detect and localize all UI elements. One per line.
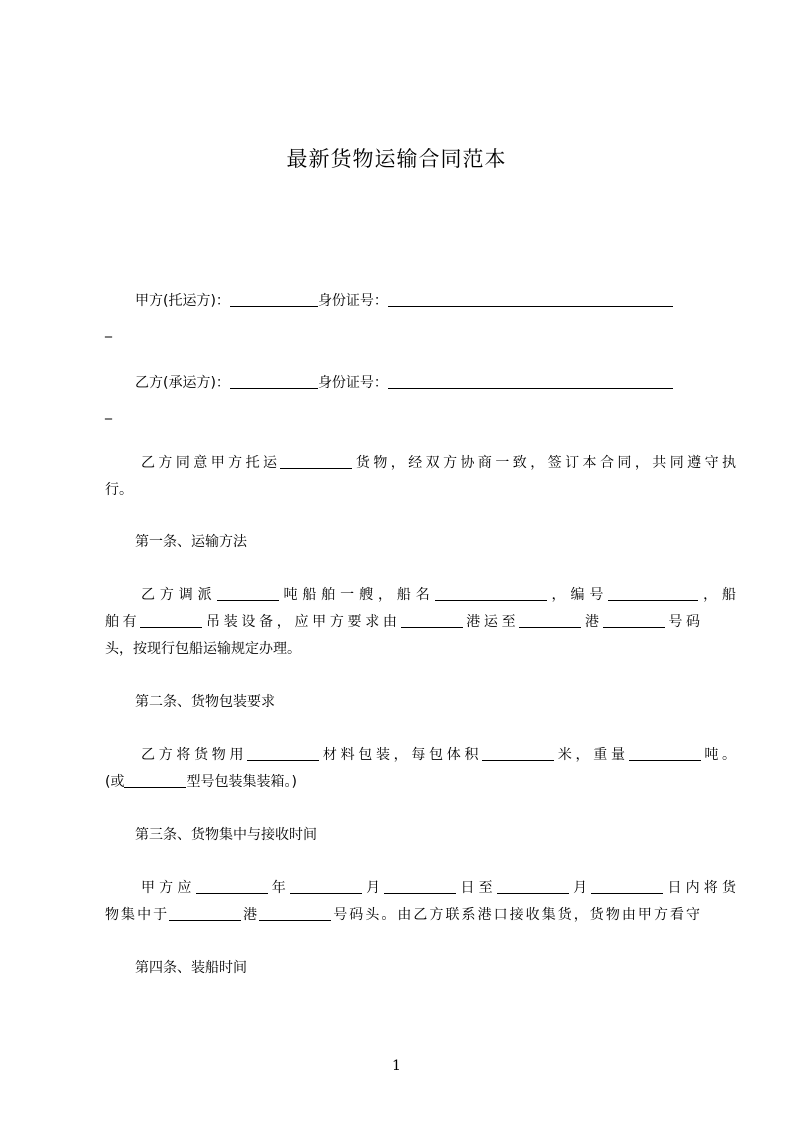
article3-text-1c: 月 [361, 880, 385, 896]
lifting-equipment-blank [140, 613, 202, 628]
intro-text-2: 货物，经双方协商一致，签订本合同，共同遵守执 [352, 455, 737, 471]
article2-text-1c: 米，重量 [554, 747, 629, 763]
article1-text-2e: 号码 [664, 614, 701, 630]
intro-line-1 [105, 454, 736, 472]
start-year-blank [196, 879, 268, 894]
article1-line-3: 头，按现行包船运输规定办理。 [105, 641, 301, 657]
package-weight-blank [629, 746, 701, 761]
article3-text-2b: 港 [241, 907, 260, 923]
article3-text-1b: 年 [267, 880, 290, 896]
cargo-name-blank [280, 454, 352, 469]
article2-text-1a: 乙方将货物用 [141, 747, 248, 763]
article2-text-1d: 吨。 [700, 747, 737, 763]
article1-text-2c: 港运至 [462, 614, 520, 630]
ship-name-blank [435, 586, 547, 601]
wharf-number-blank [603, 613, 665, 628]
end-day-blank [591, 879, 663, 894]
container-model-blank [124, 773, 186, 788]
article1-text-2b: 吊装设备，应甲方要求由 [202, 614, 401, 630]
destination-port-blank [519, 613, 581, 628]
article1-text-2a: 舶有 [105, 614, 141, 630]
article3-text-1a: 甲方应 [141, 880, 196, 896]
party-b-id-label: 身份证号： [317, 375, 388, 391]
article3-text-1e: 月 [568, 880, 592, 896]
ship-number-blank [608, 586, 698, 601]
article1-heading: 第一条、运输方法 [135, 534, 247, 550]
party-a-name-blank [230, 292, 318, 307]
article1-line-1 [105, 586, 736, 604]
article2-heading: 第二条、货物包装要求 [135, 694, 275, 710]
article3-text-1f: 日内将货 [663, 880, 736, 896]
article1-text-1d: ，船 [698, 587, 737, 603]
article2-text-2b: 型号包装集装箱。) [186, 774, 297, 790]
party-a-id-label: 身份证号： [317, 293, 388, 309]
article2-line-2 [105, 773, 700, 791]
ship-tonnage-blank [217, 586, 279, 601]
article2-line-1 [105, 746, 736, 764]
party-b-id-blank [388, 374, 673, 389]
collection-port-blank [169, 906, 241, 921]
collection-wharf-blank [259, 906, 331, 921]
article1-text-1c: ，编号 [546, 587, 609, 603]
party-b-label: 乙方(承运方)： [135, 375, 230, 391]
party-a-line [105, 292, 730, 310]
article1-text-1b: 吨船舶一艘，船名 [278, 587, 435, 603]
intro-line-2: 行。 [105, 482, 133, 498]
article3-heading: 第三条、货物集中与接收时间 [135, 827, 317, 843]
end-month-blank [497, 879, 569, 894]
page-number: 1 [392, 1058, 401, 1074]
party-b-name-blank [230, 374, 318, 389]
party-a-label: 甲方(托运方)： [135, 293, 230, 309]
article1-text-2d: 港 [581, 614, 603, 630]
article3-line-2 [105, 906, 700, 924]
package-volume-blank [482, 746, 554, 761]
party-a-id-blank [388, 292, 673, 307]
article4-heading: 第四条、装船时间 [135, 960, 247, 976]
article3-text-2c: 号码头。由乙方联系港口接收集货，货物由甲方看守 [331, 907, 701, 923]
start-month-blank [290, 879, 362, 894]
document-title: 最新货物运输合同范本 [286, 147, 507, 171]
article1-line-2 [105, 613, 700, 631]
article3-text-2a: 物集中于 [105, 907, 170, 923]
party-a-trailing-mark: _ [105, 322, 112, 338]
origin-port-blank [401, 613, 463, 628]
article1-text-1a: 乙方调派 [141, 587, 217, 603]
start-day-blank [384, 879, 456, 894]
article3-text-1d: 日至 [456, 880, 497, 896]
party-b-trailing-mark: _ [105, 404, 112, 420]
article2-text-1b: 材料包装，每包体积 [319, 747, 483, 763]
intro-text-1: 乙方同意甲方托运 [141, 455, 281, 471]
article2-text-2a: (或 [105, 774, 125, 790]
party-b-line [105, 374, 730, 392]
article3-line-1 [105, 879, 736, 897]
packaging-material-blank [247, 746, 319, 761]
